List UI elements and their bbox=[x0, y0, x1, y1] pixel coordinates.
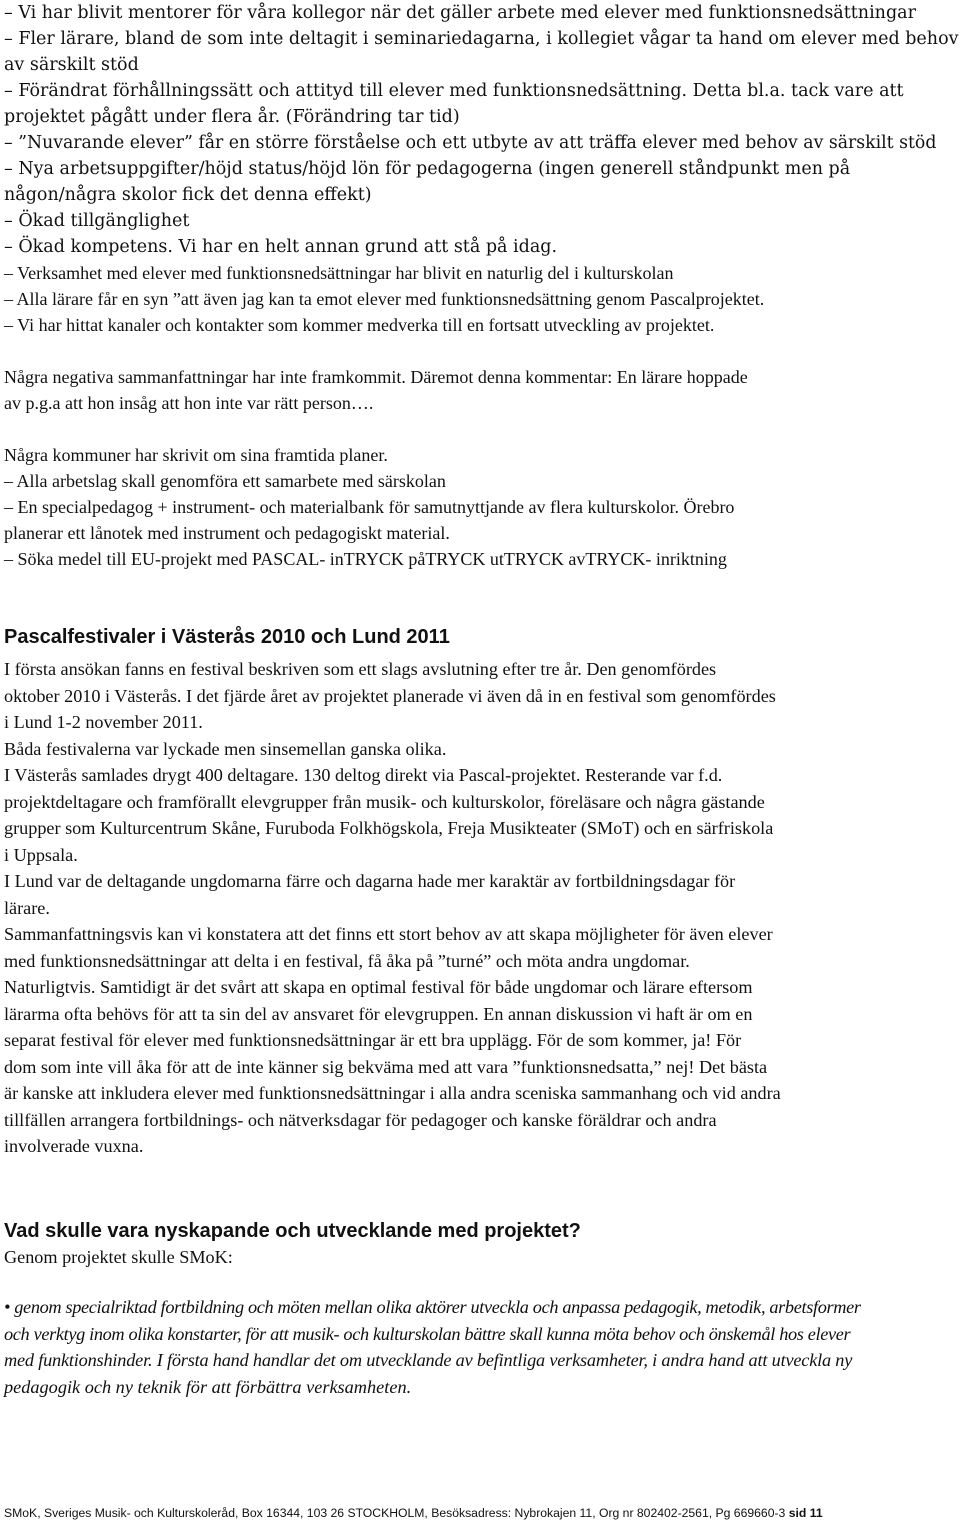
list-item: – Förändrat förhållningssätt och attityd till elever med funktionsnedsättning. Detta bl.a. tack vare att bbox=[4, 81, 904, 101]
list-item: planerar ett lånotek med instrument och pedagogiskt material. bbox=[4, 523, 450, 543]
section-heading-innovation: Vad skulle vara nyskapande och utvecklande med projektet? bbox=[4, 1219, 581, 1242]
bullet-line: • genom specialriktad fortbildning och möten mellan olika aktörer utveckla och anpassa pedagogik, metodik, arbetsformer bbox=[4, 1297, 861, 1317]
paragraph-line: med funktionsnedsättningar att delta i en festival, få åka på ”turné” och möta andra ungdomar. bbox=[4, 950, 690, 971]
list-item: – Vi har hittat kanaler och kontakter som kommer medverka till en fortsatt utveckling av projektet. bbox=[4, 315, 715, 335]
list-item: – En specialpedagog + instrument- och materialbank för samutnyttjande av flera kulturskolor. Örebro bbox=[4, 497, 735, 517]
paragraph-line: involverade vuxna. bbox=[4, 1136, 144, 1156]
paragraph-line: I Västerås samlades drygt 400 deltagare. 130 deltog direkt via Pascal-projektet. Resterande var f.d. bbox=[4, 765, 723, 785]
paragraph-line: Några kommuner har skrivit om sina framtida planer. bbox=[4, 445, 388, 465]
list-item: – Ökad kompetens. Vi har en helt annan grund att stå på idag. bbox=[4, 237, 558, 257]
page-footer bbox=[4, 1506, 823, 1520]
list-item: någon/några skolor fick det denna effekt) bbox=[4, 185, 372, 205]
list-item: – Alla arbetslag skall genomföra ett samarbete med särskolan bbox=[4, 471, 446, 491]
paragraph-line: grupper som Kulturcentrum Skåne, Furuboda Folkhögskola, Freja Musikteater (SMoT) och en särfriskola bbox=[4, 818, 774, 838]
innovation-bullet bbox=[4, 1294, 954, 1400]
paragraph-line: i Uppsala. bbox=[4, 844, 78, 865]
festivals-text bbox=[4, 656, 954, 1160]
paragraph-line: Sammanfattningsvis kan vi konstatera att det finns ett stort behov av att skapa möjligheter för även elever bbox=[4, 924, 773, 944]
future-plans bbox=[4, 442, 954, 572]
outcomes-list bbox=[4, 0, 959, 338]
paragraph-line: separat festival för elever med funktionsnedsättningar är ett bra upplägg. För de som kommer, ja! För bbox=[4, 1030, 742, 1050]
paragraph-line: I Lund var de deltagande ungdomarna färre och dagarna hade mer karaktär av fortbildningsdagar för bbox=[4, 871, 736, 891]
negative-summary bbox=[4, 364, 954, 416]
section-intro: Genom projektet skulle SMoK: bbox=[4, 1246, 233, 1267]
list-item: – Alla lärare får en syn ”att även jag kan ta emot elever med funktionsnedsättning genom Pascalprojektet. bbox=[4, 289, 765, 309]
paragraph-line: i Lund 1-2 november 2011. bbox=[4, 712, 203, 732]
list-item: – ”Nuvarande elever” får en större förståelse och ett utbyte av att träffa elever med behov av särskilt stöd bbox=[4, 133, 937, 153]
bullet-line: och verktyg inom olika konstarter, för att musik- och kulturskolan bättre skall kunna möta behov och önskemål hos elever bbox=[4, 1323, 851, 1344]
list-item: – Ökad tillgänglighet bbox=[4, 211, 190, 231]
paragraph-line: projektdeltagare och framförallt elevgrupper från musik- och kulturskolor, föreläsare och några gästande bbox=[4, 791, 765, 812]
paragraph-line: av p.g.a att hon insåg att hon inte var rätt person…. bbox=[4, 393, 374, 413]
page-number: sid 11 bbox=[788, 1506, 823, 1520]
bullet-line: pedagogik och ny teknik för att förbättra verksamheten. bbox=[4, 1376, 412, 1397]
paragraph-line: I första ansökan fanns en festival beskriven som ett slags avslutning efter tre år. Den genomfördes bbox=[4, 659, 717, 679]
paragraph-line: är kanske att inkludera elever med funktionsnedsättningar i alla andra sceniska sammanhang och vid andra bbox=[4, 1083, 781, 1103]
section-heading-festivals: Pascalfestivaler i Västerås 2010 och Lund 2011 bbox=[4, 626, 450, 648]
list-item: – Vi har blivit mentorer för våra kollegor när det gäller arbete med elever med funktionsnedsättningar bbox=[4, 3, 916, 23]
bullet-line: med funktionshinder. I första hand handlar det om utvecklande av befintliga verksamheter, i andra hand att utveckla ny bbox=[4, 1350, 853, 1370]
list-item: – Söka medel till EU-projekt med PASCAL- inTRYCK påTRYCK utTRYCK avTRYCK- inriktning bbox=[4, 549, 727, 569]
paragraph-line: oktober 2010 i Västerås. I det fjärde året av projektet planerade vi även då in en festival som genomfördes bbox=[4, 685, 776, 706]
list-item: – Nya arbetsuppgifter/höjd status/höjd lön för pedagogerna (ingen generell ståndpunkt men på bbox=[4, 159, 851, 179]
paragraph-line: Några negativa sammanfattningar har inte framkommit. Däremot denna kommentar: En lärare hoppade bbox=[4, 367, 748, 387]
list-item: projektet pågått under flera år. (Förändring tar tid) bbox=[4, 107, 460, 127]
paragraph-line: tillfällen arrangera fortbildnings- och nätverksdagar för pedagoger och kanske föräldrar och andra bbox=[4, 1109, 717, 1130]
document-page bbox=[4, 0, 959, 1400]
list-item: – Verksamhet med elever med funktionsnedsättningar har blivit en naturlig del i kulturskolan bbox=[4, 263, 674, 283]
list-item: – Fler lärare, bland de som inte deltagit i seminariedagarna, i kollegiet vågar ta hand om elever med behov bbox=[4, 29, 959, 49]
paragraph-line: Båda festivalerna var lyckade men sinsemellan ganska olika. bbox=[4, 738, 447, 759]
list-item: av särskilt stöd bbox=[4, 55, 139, 75]
paragraph-line: lärare. bbox=[4, 897, 50, 918]
paragraph-line: Naturligtvis. Samtidigt är det svårt att skapa en optimal festival för både ungdomar och lärare eftersom bbox=[4, 977, 753, 997]
footer-address: SMoK, Sveriges Musik- och Kulturskoleråd, Box 16344, 103 26 STOCKHOLM, Besöksadress: Nybrokajen 11, Org nr 802402-2561, Pg 669660-3 bbox=[4, 1506, 786, 1520]
paragraph-line: lärarma ofta behövs för att ta sin del av ansvaret för elevgruppen. En annan diskussion vi haft är om en bbox=[4, 1003, 753, 1024]
paragraph-line: dom som inte vill åka för att de inte känner sig bekväma med att vara ”funktionsnedsatta,” nej! Det bästa bbox=[4, 1056, 768, 1077]
